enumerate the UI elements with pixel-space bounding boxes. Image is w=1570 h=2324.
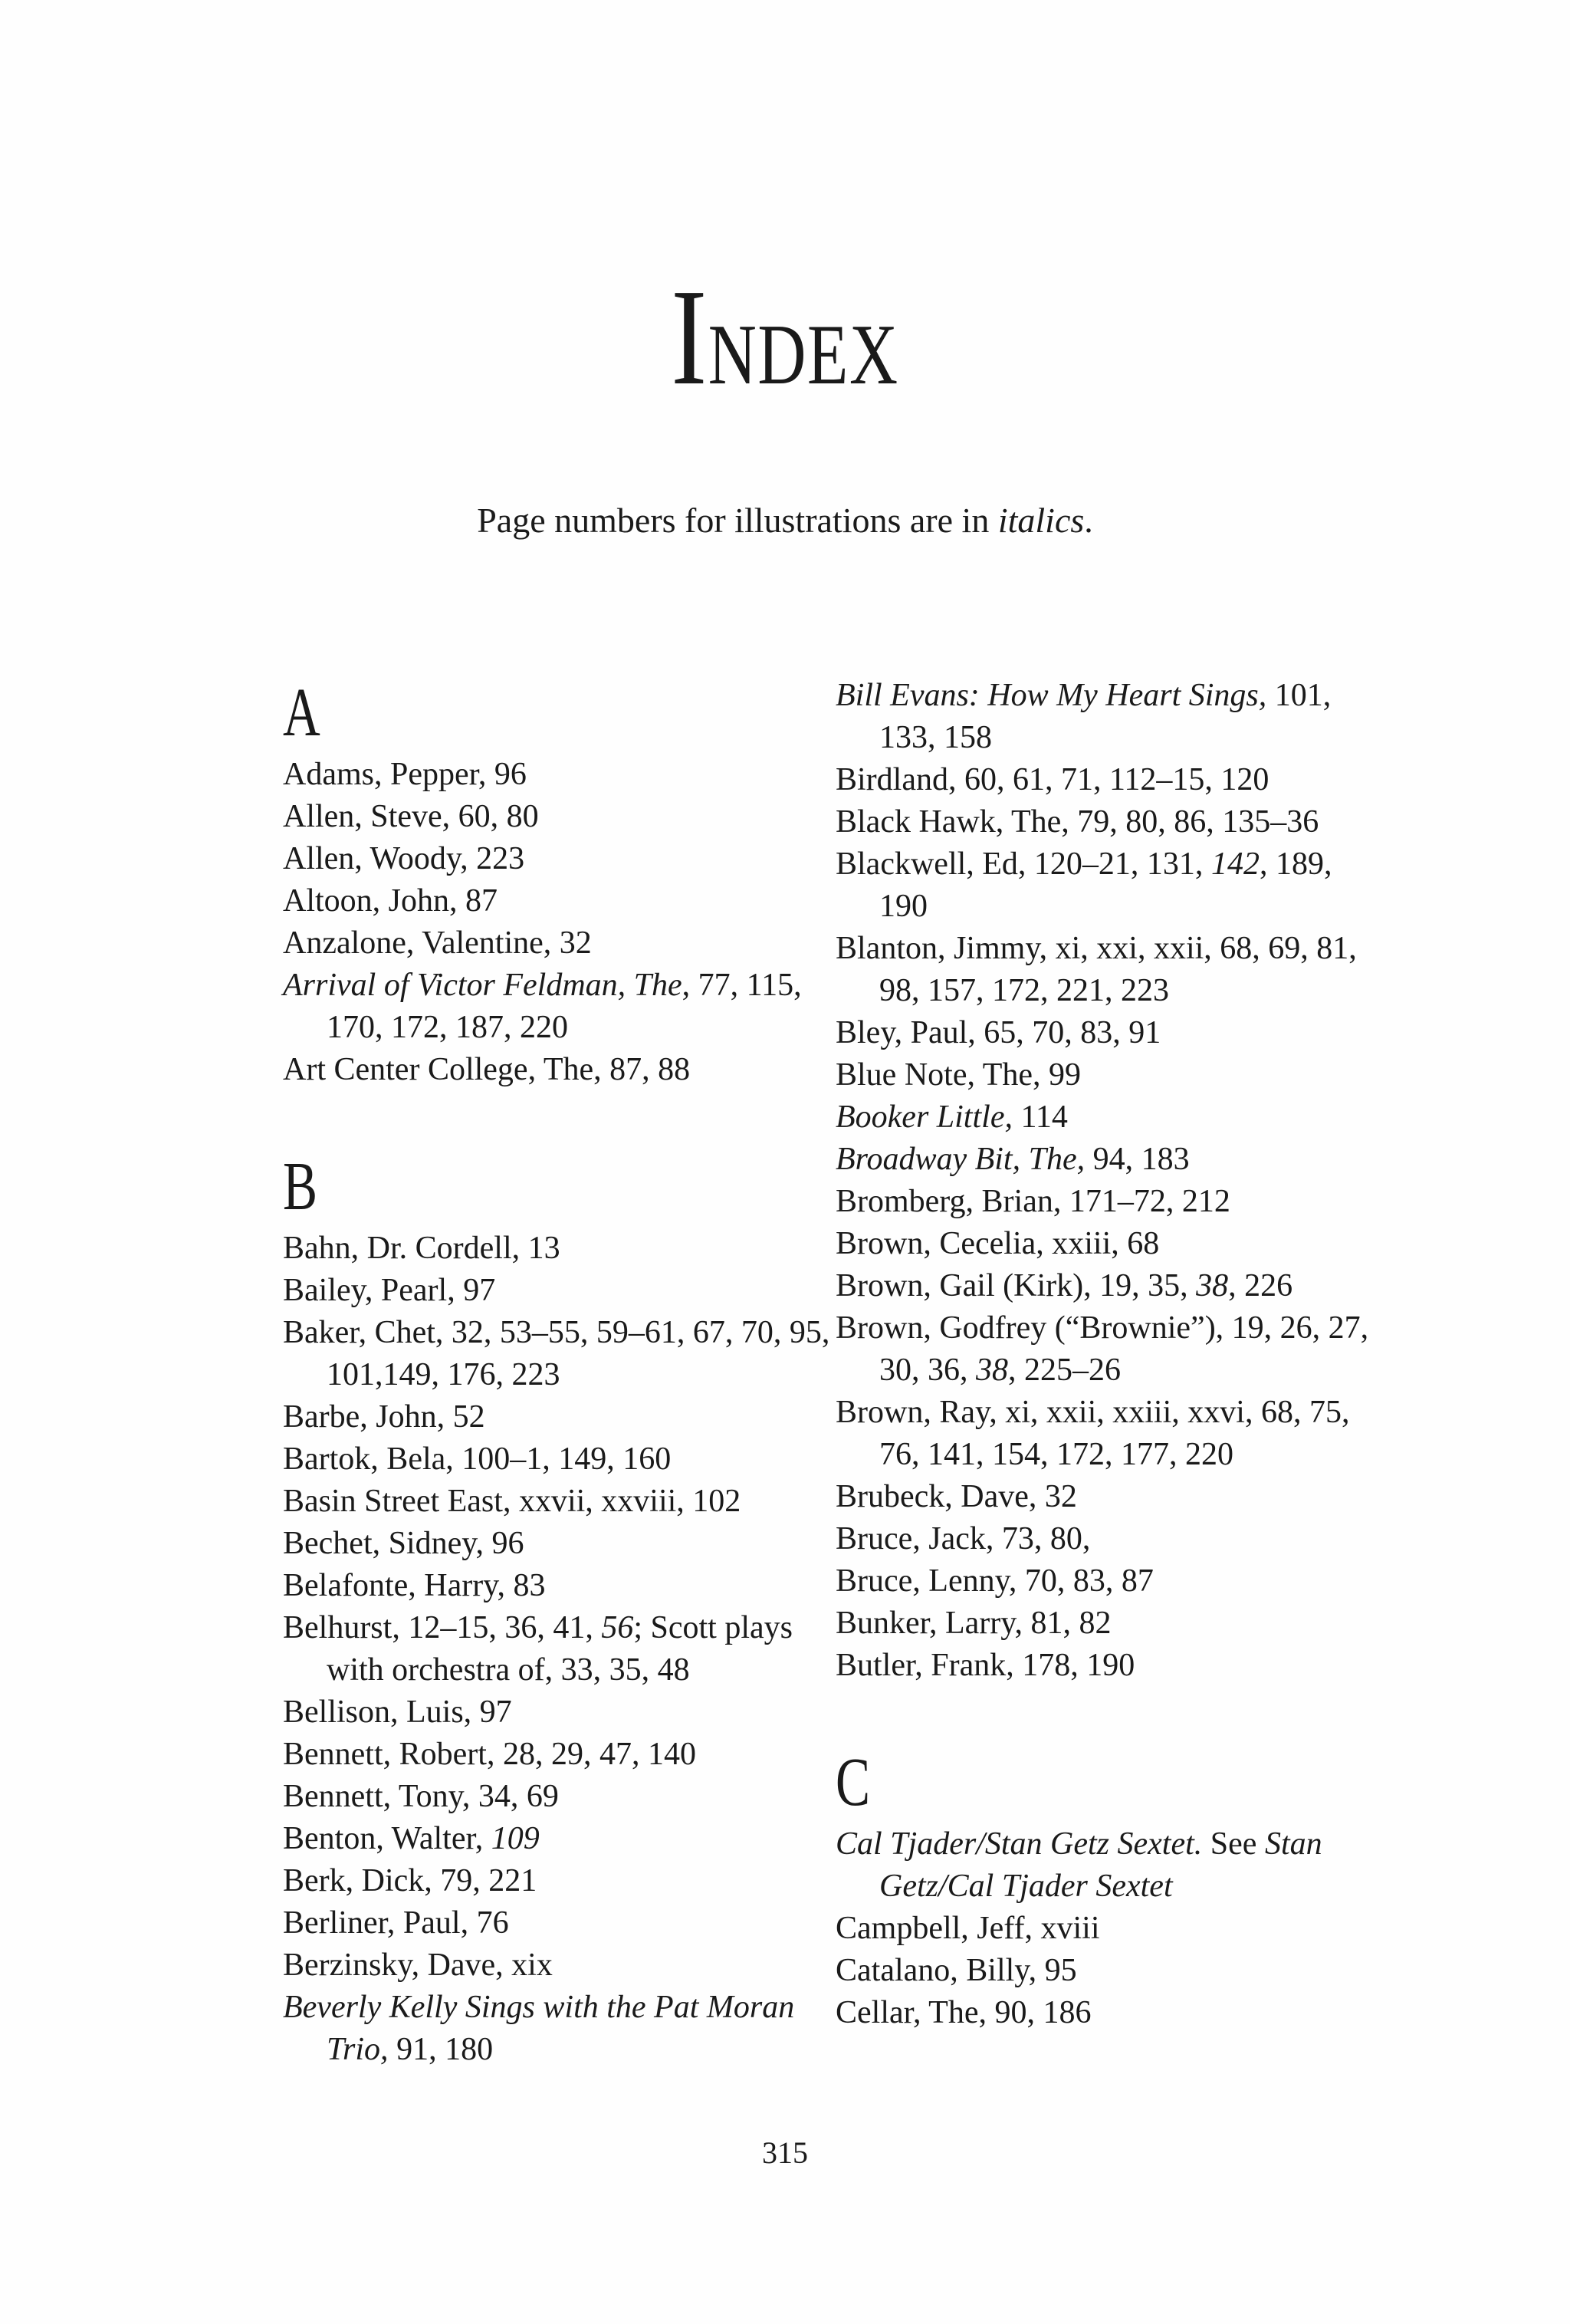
index-entry bbox=[836, 1307, 1388, 1392]
index-entry bbox=[836, 1139, 1388, 1181]
italic-text: 38 bbox=[976, 1353, 1008, 1388]
entry-text: 114 bbox=[1012, 1100, 1068, 1135]
italic-text: 142 bbox=[1210, 846, 1260, 882]
index-entry: Catalano, Billy, 95 bbox=[836, 1953, 1077, 1988]
index-entry: Berk, Dick, 79, 221 bbox=[283, 1863, 537, 1898]
index-column-left bbox=[283, 675, 835, 2071]
entry-text: 91, 180 bbox=[388, 2032, 494, 2067]
index-entry: Art Center College, The, 87, 88 bbox=[283, 1052, 691, 1087]
italic-text: 56 bbox=[601, 1610, 634, 1645]
italic-text: Arrival of Victor Feldman, The bbox=[283, 968, 682, 1003]
index-entry: Bahn, Dr. Cordell, 13 bbox=[283, 1231, 560, 1266]
index-entry: Brown, Ray, xi, xxii, xxiii, xxvi, 68, 75, 76, 141, 154, 172, 177, 220 bbox=[836, 1395, 1350, 1472]
entry-text: , 77, 115, 170, 172, 187, 220 bbox=[327, 968, 802, 1045]
index-entry bbox=[283, 1607, 835, 1691]
index-entry: Altoon, John, 87 bbox=[283, 883, 498, 919]
entry-text: See bbox=[1202, 1826, 1265, 1862]
title-initial: I bbox=[671, 261, 708, 413]
title-rest: NDEX bbox=[708, 307, 899, 403]
index-entry: Bellison, Luis, 97 bbox=[283, 1695, 512, 1730]
note-italic: italics bbox=[997, 501, 1085, 540]
italic-text: Cal Tjader/Stan Getz Sextet. bbox=[836, 1826, 1203, 1862]
index-entry: Bruce, Jack, 73, 80, bbox=[836, 1521, 1091, 1556]
index-entry: Bromberg, Brian, 171–72, 212 bbox=[836, 1184, 1230, 1219]
entry-text: Benton, Walter, bbox=[283, 1821, 491, 1856]
note-text: Page numbers for illustrations are in bbox=[477, 501, 998, 540]
entry-text: , 189, 190 bbox=[879, 846, 1332, 924]
index-entry bbox=[283, 965, 835, 1049]
entry-text: Brown, Gail (Kirk), 19, 35, bbox=[836, 1268, 1197, 1303]
index-title bbox=[172, 261, 1397, 413]
index-entry bbox=[283, 1987, 835, 2071]
entry-text: Belhurst, 12–15, 36, 41, bbox=[283, 1610, 602, 1645]
index-entry bbox=[836, 843, 1388, 928]
index-entry: Blue Note, The, 99 bbox=[836, 1057, 1082, 1093]
index-entry: Black Hawk, The, 79, 80, 86, 135–36 bbox=[836, 804, 1319, 840]
entry-text: 94, 183 bbox=[1085, 1142, 1190, 1177]
index-entry: Allen, Woody, 223 bbox=[283, 841, 525, 876]
italic-text: Broadway Bit, The, bbox=[836, 1142, 1086, 1177]
note-period: . bbox=[1084, 501, 1093, 540]
index-entry bbox=[283, 1818, 835, 1860]
section-letter: A bbox=[283, 675, 320, 751]
index-entry: Campbell, Jeff, xviii bbox=[836, 1911, 1100, 1946]
index-entry: Bruce, Lenny, 70, 83, 87 bbox=[836, 1563, 1154, 1599]
index-entry: Berzinsky, Dave, xix bbox=[283, 1948, 553, 1983]
section-letter: B bbox=[283, 1149, 318, 1224]
index-entry: Brubeck, Dave, 32 bbox=[836, 1479, 1077, 1514]
index-entry bbox=[836, 1096, 1388, 1139]
index-entry bbox=[836, 1823, 1388, 1908]
index-entry: Baker, Chet, 32, 53–55, 59–61, 67, 70, 95, 101,149, 176, 223 bbox=[283, 1315, 830, 1392]
index-entry bbox=[836, 675, 1388, 759]
index-entry: Berliner, Paul, 76 bbox=[283, 1905, 509, 1941]
index-entry: Bechet, Sidney, 96 bbox=[283, 1526, 524, 1561]
index-entry: Bley, Paul, 65, 70, 83, 91 bbox=[836, 1015, 1161, 1050]
entry-text: 101, 133, 158 bbox=[879, 678, 1332, 755]
illustration-note bbox=[0, 500, 1570, 541]
index-entry: Birdland, 60, 61, 71, 112–15, 120 bbox=[836, 762, 1269, 797]
index-entry: Butler, Frank, 178, 190 bbox=[836, 1648, 1135, 1683]
italic-text: 109 bbox=[491, 1821, 540, 1856]
index-entry: Bunker, Larry, 81, 82 bbox=[836, 1606, 1112, 1641]
index-entry: Belafonte, Harry, 83 bbox=[283, 1568, 546, 1603]
entry-text: ; Scott plays with orchestra of, 33, 35, 48 bbox=[327, 1610, 793, 1688]
italic-text: Booker Little, bbox=[836, 1100, 1013, 1135]
index-entry: Bennett, Robert, 28, 29, 47, 140 bbox=[283, 1737, 696, 1772]
page-number: 315 bbox=[762, 2135, 808, 2170]
entry-text: , 226 bbox=[1228, 1268, 1293, 1303]
index-entry: Anzalone, Valentine, 32 bbox=[283, 925, 592, 961]
italic-text: Beverly Kelly Sings with the Pat Moran Trio, bbox=[283, 1990, 795, 2067]
italic-text: Stan Getz/Cal Tjader Sextet bbox=[879, 1826, 1322, 1904]
index-entry: Brown, Cecelia, xxiii, 68 bbox=[836, 1226, 1160, 1261]
index-entry: Allen, Steve, 60, 80 bbox=[283, 799, 539, 834]
section-letter: C bbox=[836, 1744, 871, 1820]
index-entry bbox=[836, 1265, 1388, 1307]
index-entry: Blanton, Jimmy, xi, xxi, xxii, 68, 69, 81, 98, 157, 172, 221, 223 bbox=[836, 931, 1357, 1008]
index-entry: Cellar, The, 90, 186 bbox=[836, 1995, 1092, 2030]
index-column-right bbox=[836, 675, 1388, 2034]
italic-text: 38 bbox=[1196, 1268, 1229, 1303]
entry-text: Brown, Godfrey (“Brownie”), 19, 26, 27, 30, 36, bbox=[836, 1310, 1369, 1388]
entry-text: Blackwell, Ed, 120–21, 131, bbox=[836, 846, 1211, 882]
index-entry: Bailey, Pearl, 97 bbox=[283, 1273, 496, 1308]
italic-text: Bill Evans: How My Heart Sings, bbox=[836, 678, 1267, 713]
index-entry: Bennett, Tony, 34, 69 bbox=[283, 1779, 559, 1814]
index-entry: Basin Street East, xxvii, xxviii, 102 bbox=[283, 1484, 741, 1519]
entry-text: , 225–26 bbox=[1008, 1353, 1121, 1388]
index-entry: Adams, Pepper, 96 bbox=[283, 757, 527, 792]
index-entry: Bartok, Bela, 100–1, 149, 160 bbox=[283, 1441, 672, 1477]
index-entry: Barbe, John, 52 bbox=[283, 1399, 485, 1435]
